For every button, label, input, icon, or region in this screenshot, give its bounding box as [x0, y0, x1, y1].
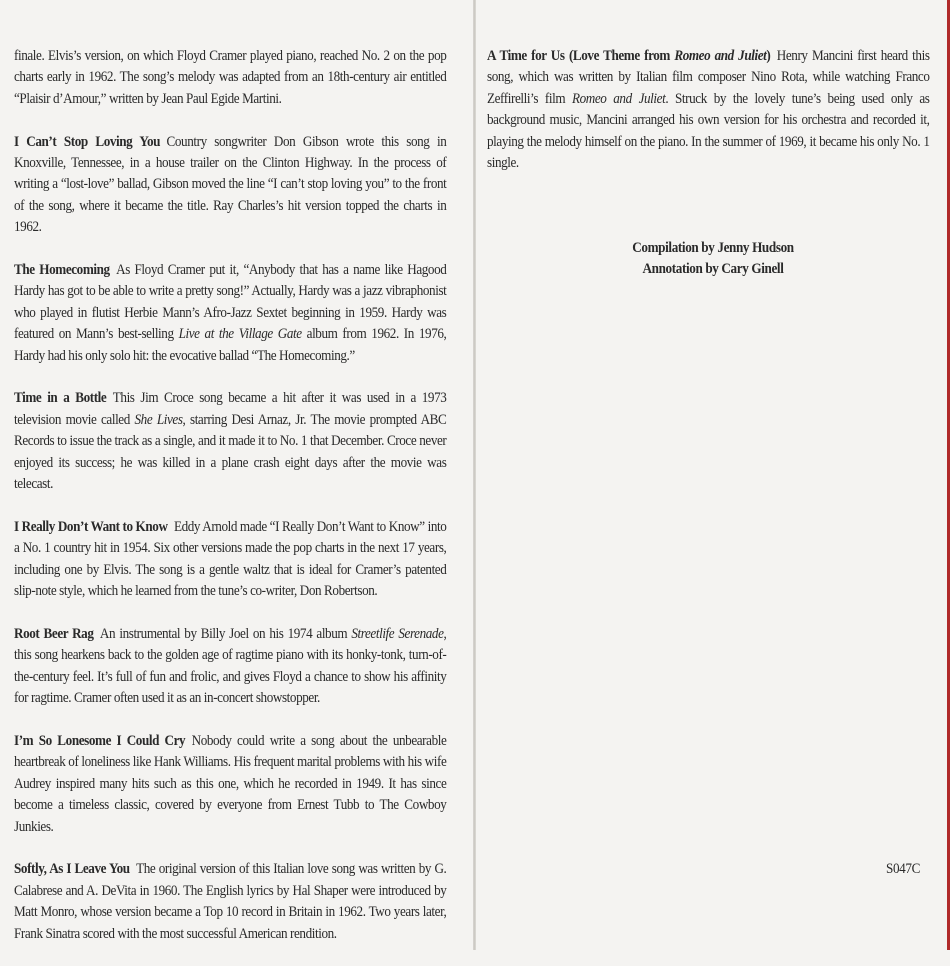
entry-body: album from 1962. In 1976, Hardy had his only solo hit: the evocative ballad “The Homecoming.”: [14, 326, 447, 364]
annotation-credit: Annotation by Cary Ginell: [642, 261, 784, 278]
movie-title: She Lives: [134, 411, 183, 428]
entry-body: An instrumental by Billy Joel on his 1974 album: [99, 625, 352, 642]
liner-note-entry: [14, 260, 446, 367]
song-title-part: ): [766, 48, 771, 64]
album-title: Streetlife Serenade: [351, 625, 444, 642]
entry-body: Country songwriter Don Gibson wrote this song in Knoxville, Tennessee, in a house trailer on the Clinton Highway. In the process of writing a “lost-love” ballad, Gibson moved the line “I can’t stop loving you” to the front of the song, where it became the title. Ray Charles’s hit version topped the charts in 1962.: [14, 133, 447, 236]
song-title: Time in a Bottle: [14, 390, 107, 407]
liner-note-entry: [14, 517, 446, 603]
liner-note-entry: [14, 388, 446, 495]
entry-body: As Floyd Cramer put it, “Anybody that has a name like Hagood Hardy has got to be able to write a pretty song!” Actually, Hardy was a jazz vibraphonist who played in flutist Herbie Mann’s Afro-Jazz Sextet beginning in 1959. Hardy was featured on Mann’s best-selling: [14, 262, 447, 343]
song-title-italic: Romeo and Juliet: [674, 48, 767, 64]
left-column: [14, 46, 446, 966]
entry-body: , this song hearkens back to the golden age of ragtime piano with its honky-tonk, turn-of-the-century feel. It’s full of fun and frolic, and gives Floyd a chance to show his affinity for ragtime. Cramer often used it as an in-concert showstopper.: [14, 625, 447, 707]
liner-note-entry: [14, 132, 446, 239]
liner-note-entry: [14, 731, 446, 838]
song-title: Root Beer Rag: [14, 625, 94, 642]
entry-body: Eddy Arnold made “I Really Don’t Want to Know” into a No. 1 country hit in 1954. Six other versions made the pop charts in the next 17 years, including one by Elvis. The song is a gentle waltz that is ideal for Cramer’s patented slip-note style, which he learned from the tune’s co-writer, Don Robertson.: [14, 518, 447, 600]
entry-body: The original version of this Italian love song was written by G. Calabrese and A. DeVita in 1960. The English lyrics by Hal Shaper were introduced by Matt Monro, whose version became a Top 10 record in Britain in 1962. Two years later, Frank Sinatra scored with the most successful American rendition.: [14, 861, 447, 942]
catalog-number: S047C: [886, 861, 920, 877]
left-page: [0, 0, 474, 950]
entry-body: . Struck by the lovely tune’s being used only as background music, Mancini arranged his own version for his orchestra and recorded it, playing the melody himself on the piano. In the summer of 1969, it became his only No. 1 single.: [487, 90, 930, 172]
movie-title: Romeo and Juliet: [571, 90, 666, 107]
entry-body: finale. Elvis’s version, on which Floyd Cramer played piano, reached No. 2 on the pop charts early in 1962. The song’s melody was adapted from an 18th-century air entitled “Plaisir d’Amour,” written by Jean Paul Egide Martini.: [14, 48, 447, 107]
liner-note-entry: [14, 624, 446, 710]
compilation-credit: Compilation by Jenny Hudson: [632, 240, 794, 256]
album-title: Live at the Village Gate: [178, 326, 302, 343]
song-title: I’m So Lonesome I Could Cry: [14, 732, 186, 749]
song-title: [487, 48, 770, 64]
song-title: I Really Don’t Want to Know: [14, 518, 168, 535]
right-page: [476, 0, 950, 950]
liner-note-entry: [14, 46, 446, 110]
entry-body: , starring Desi Arnaz, Jr. The movie prompted ABC Records to issue the track as a single, and it made it to No. 1 that December. Croce never enjoyed its success; he was killed in a plane crash eight days after the movie was telecast.: [14, 411, 447, 493]
entry-body: Henry Mancini first heard this song, which was written by Italian film composer Nino Rota, while watching Franco Zeffirelli’s film: [487, 48, 930, 107]
entry-body: Nobody could write a song about the unbearable heartbreak of loneliness like Hank Williams. His frequent marital problems with his wife Audrey inspired many hits such as this one, which he recorded in 1949. It has since become a timeless classic, covered by everyone from Ernest Tubb to The Cowboy Junkies.: [14, 732, 447, 835]
entry-body: This Jim Croce song became a hit after it was used in a 1973 television movie called: [14, 390, 447, 428]
song-title: Softly, As I Leave You: [14, 861, 130, 878]
liner-note-entry: [14, 859, 446, 945]
song-title: I Can’t Stop Loving You: [14, 133, 161, 150]
right-column: [487, 46, 930, 196]
credits-block: [476, 238, 950, 281]
song-title-part: A Time for Us (Love Theme from: [487, 48, 675, 64]
liner-note-entry: [487, 46, 930, 174]
song-title: The Homecoming: [14, 262, 110, 279]
